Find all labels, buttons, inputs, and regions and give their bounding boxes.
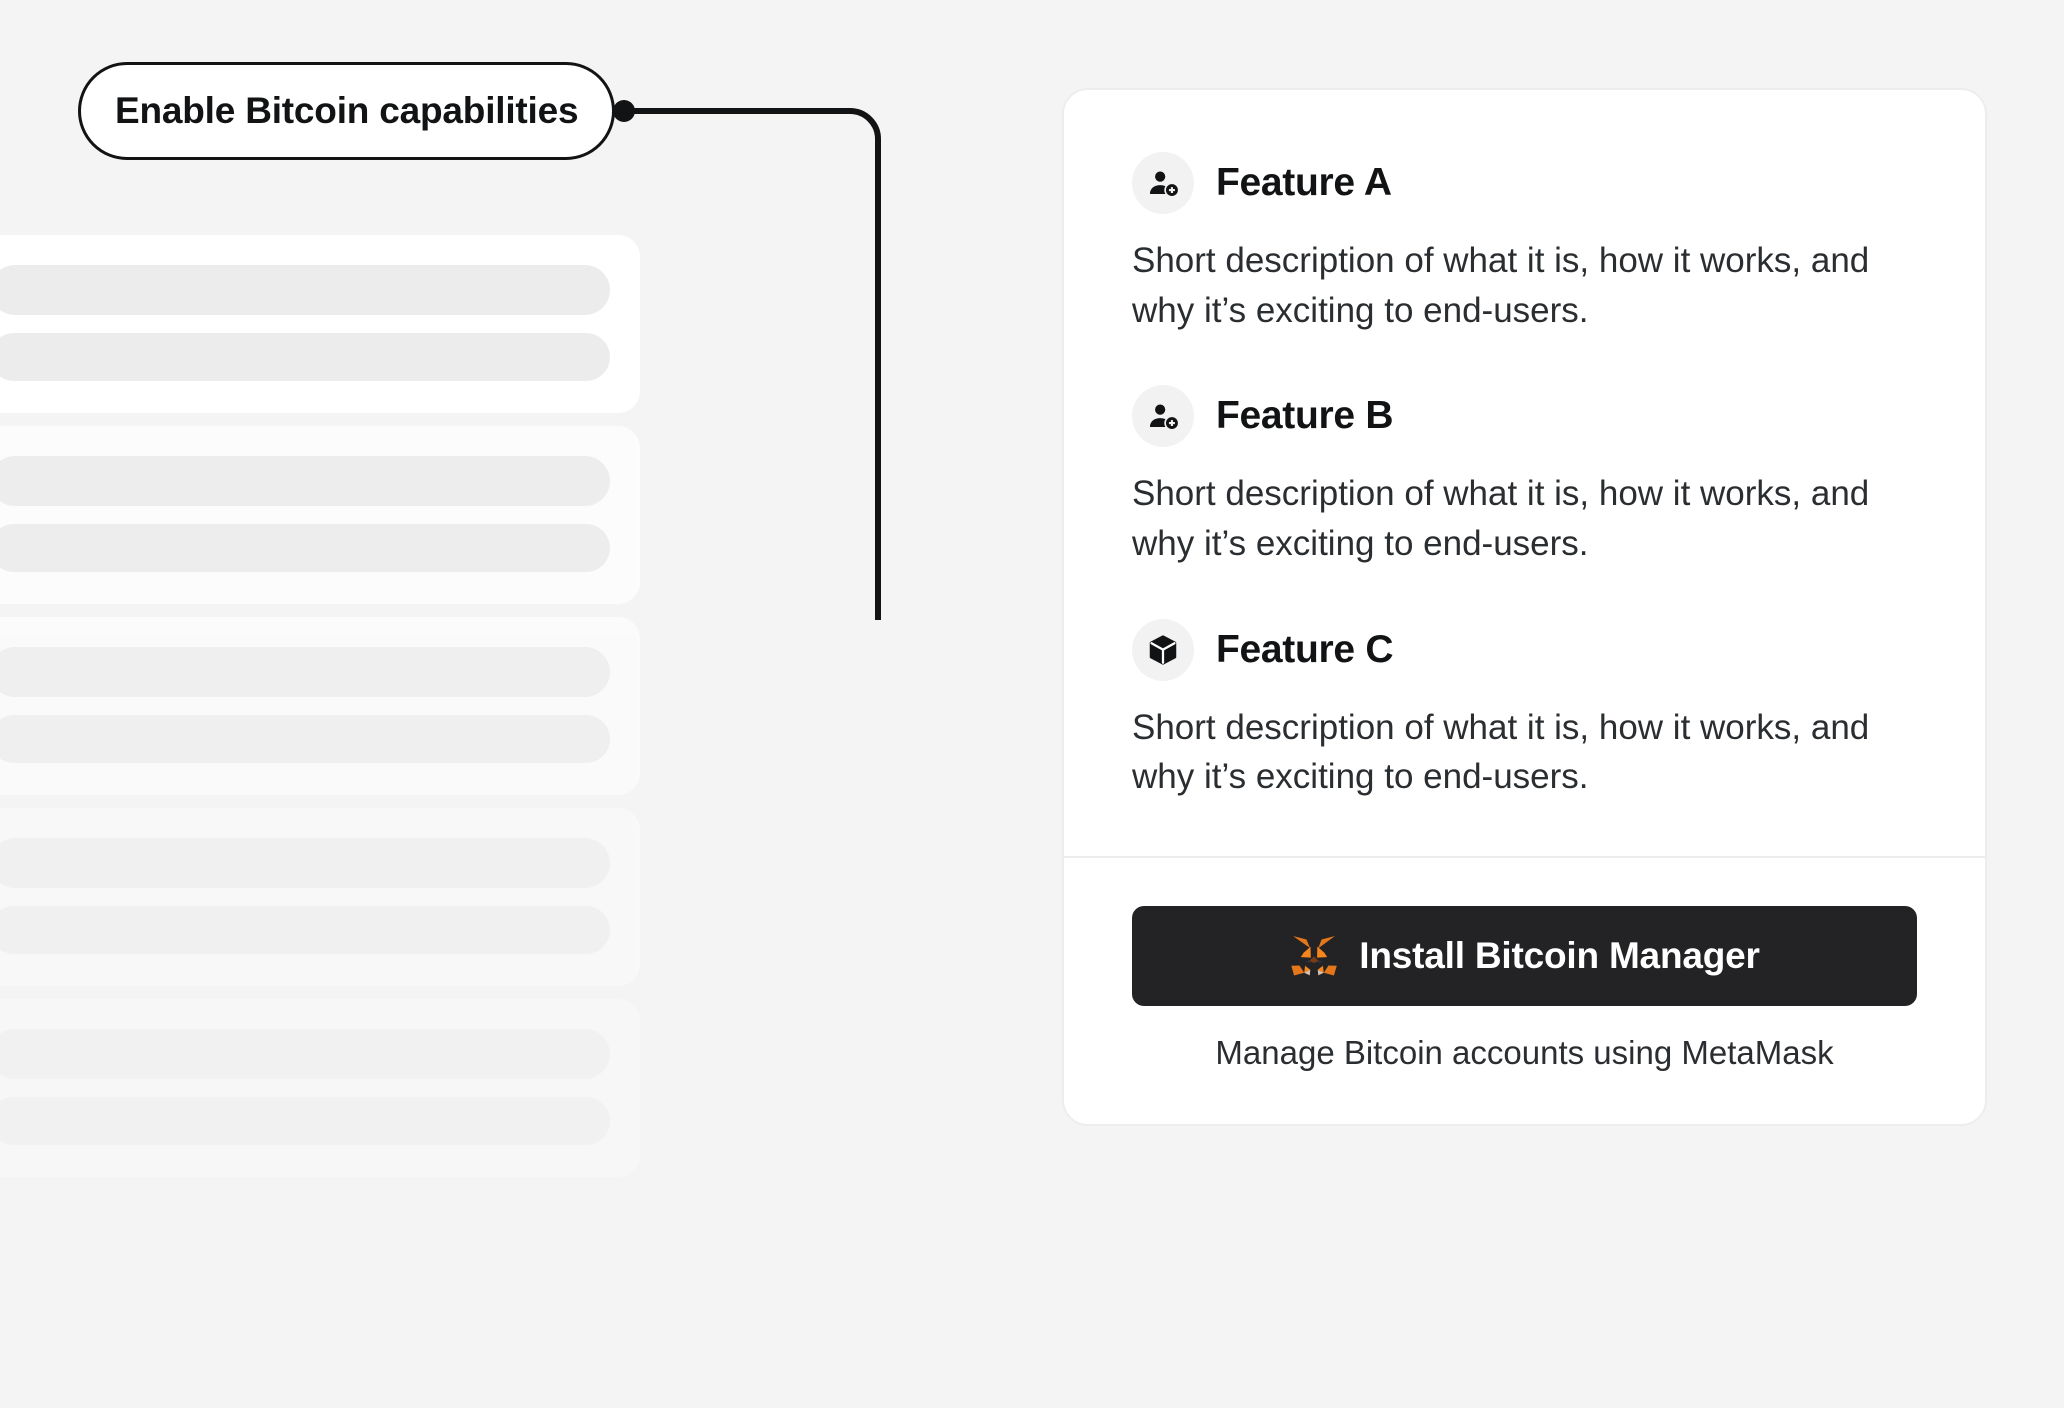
connector-dot	[613, 100, 635, 122]
placeholder-bar	[0, 456, 610, 506]
placeholder-bar	[0, 524, 610, 572]
list-item	[0, 426, 640, 604]
list-item	[0, 808, 640, 986]
feature-title: Feature A	[1216, 161, 1392, 204]
placeholder-bar	[0, 265, 610, 315]
feature-header	[1132, 152, 1917, 214]
placeholder-bar	[0, 906, 610, 954]
feature-header	[1132, 619, 1917, 681]
feature-item	[1132, 385, 1917, 568]
feature-header	[1132, 385, 1917, 447]
panel-footer	[1064, 856, 1985, 1124]
placeholder-list	[0, 235, 640, 1190]
feature-panel	[1062, 88, 1987, 1126]
placeholder-bar	[0, 715, 610, 763]
feature-description: Short description of what it is, how it works, and why it’s exciting to end-users.	[1132, 707, 1870, 797]
feature-description: Short description of what it is, how it works, and why it’s exciting to end-users.	[1132, 474, 1870, 564]
metamask-fox-icon	[1289, 933, 1339, 979]
connector-arrow	[600, 80, 1080, 620]
annotation-label: Enable Bitcoin capabilities	[115, 90, 579, 131]
install-button-label: Install Bitcoin Manager	[1359, 935, 1760, 977]
install-caption: Manage Bitcoin accounts using MetaMask	[1215, 1034, 1834, 1072]
list-item	[0, 617, 640, 795]
feature-description: Short description of what it is, how it works, and why it’s exciting to end-users.	[1132, 241, 1870, 330]
account-add-icon	[1132, 152, 1194, 214]
placeholder-bar	[0, 647, 610, 697]
feature-title: Feature C	[1216, 627, 1394, 671]
placeholder-bar	[0, 333, 610, 381]
feature-item	[1132, 619, 1917, 802]
feature-title: Feature B	[1216, 394, 1394, 438]
account-add-icon	[1132, 385, 1194, 447]
placeholder-bar	[0, 838, 610, 888]
feature-item	[1132, 152, 1917, 335]
list-item	[0, 235, 640, 413]
cube-icon	[1132, 619, 1194, 681]
annotation-callout	[78, 62, 615, 160]
placeholder-bar	[0, 1097, 610, 1145]
feature-list	[1064, 90, 1985, 856]
list-item	[0, 999, 640, 1177]
install-bitcoin-manager-button[interactable]	[1132, 906, 1917, 1006]
placeholder-bar	[0, 1029, 610, 1079]
